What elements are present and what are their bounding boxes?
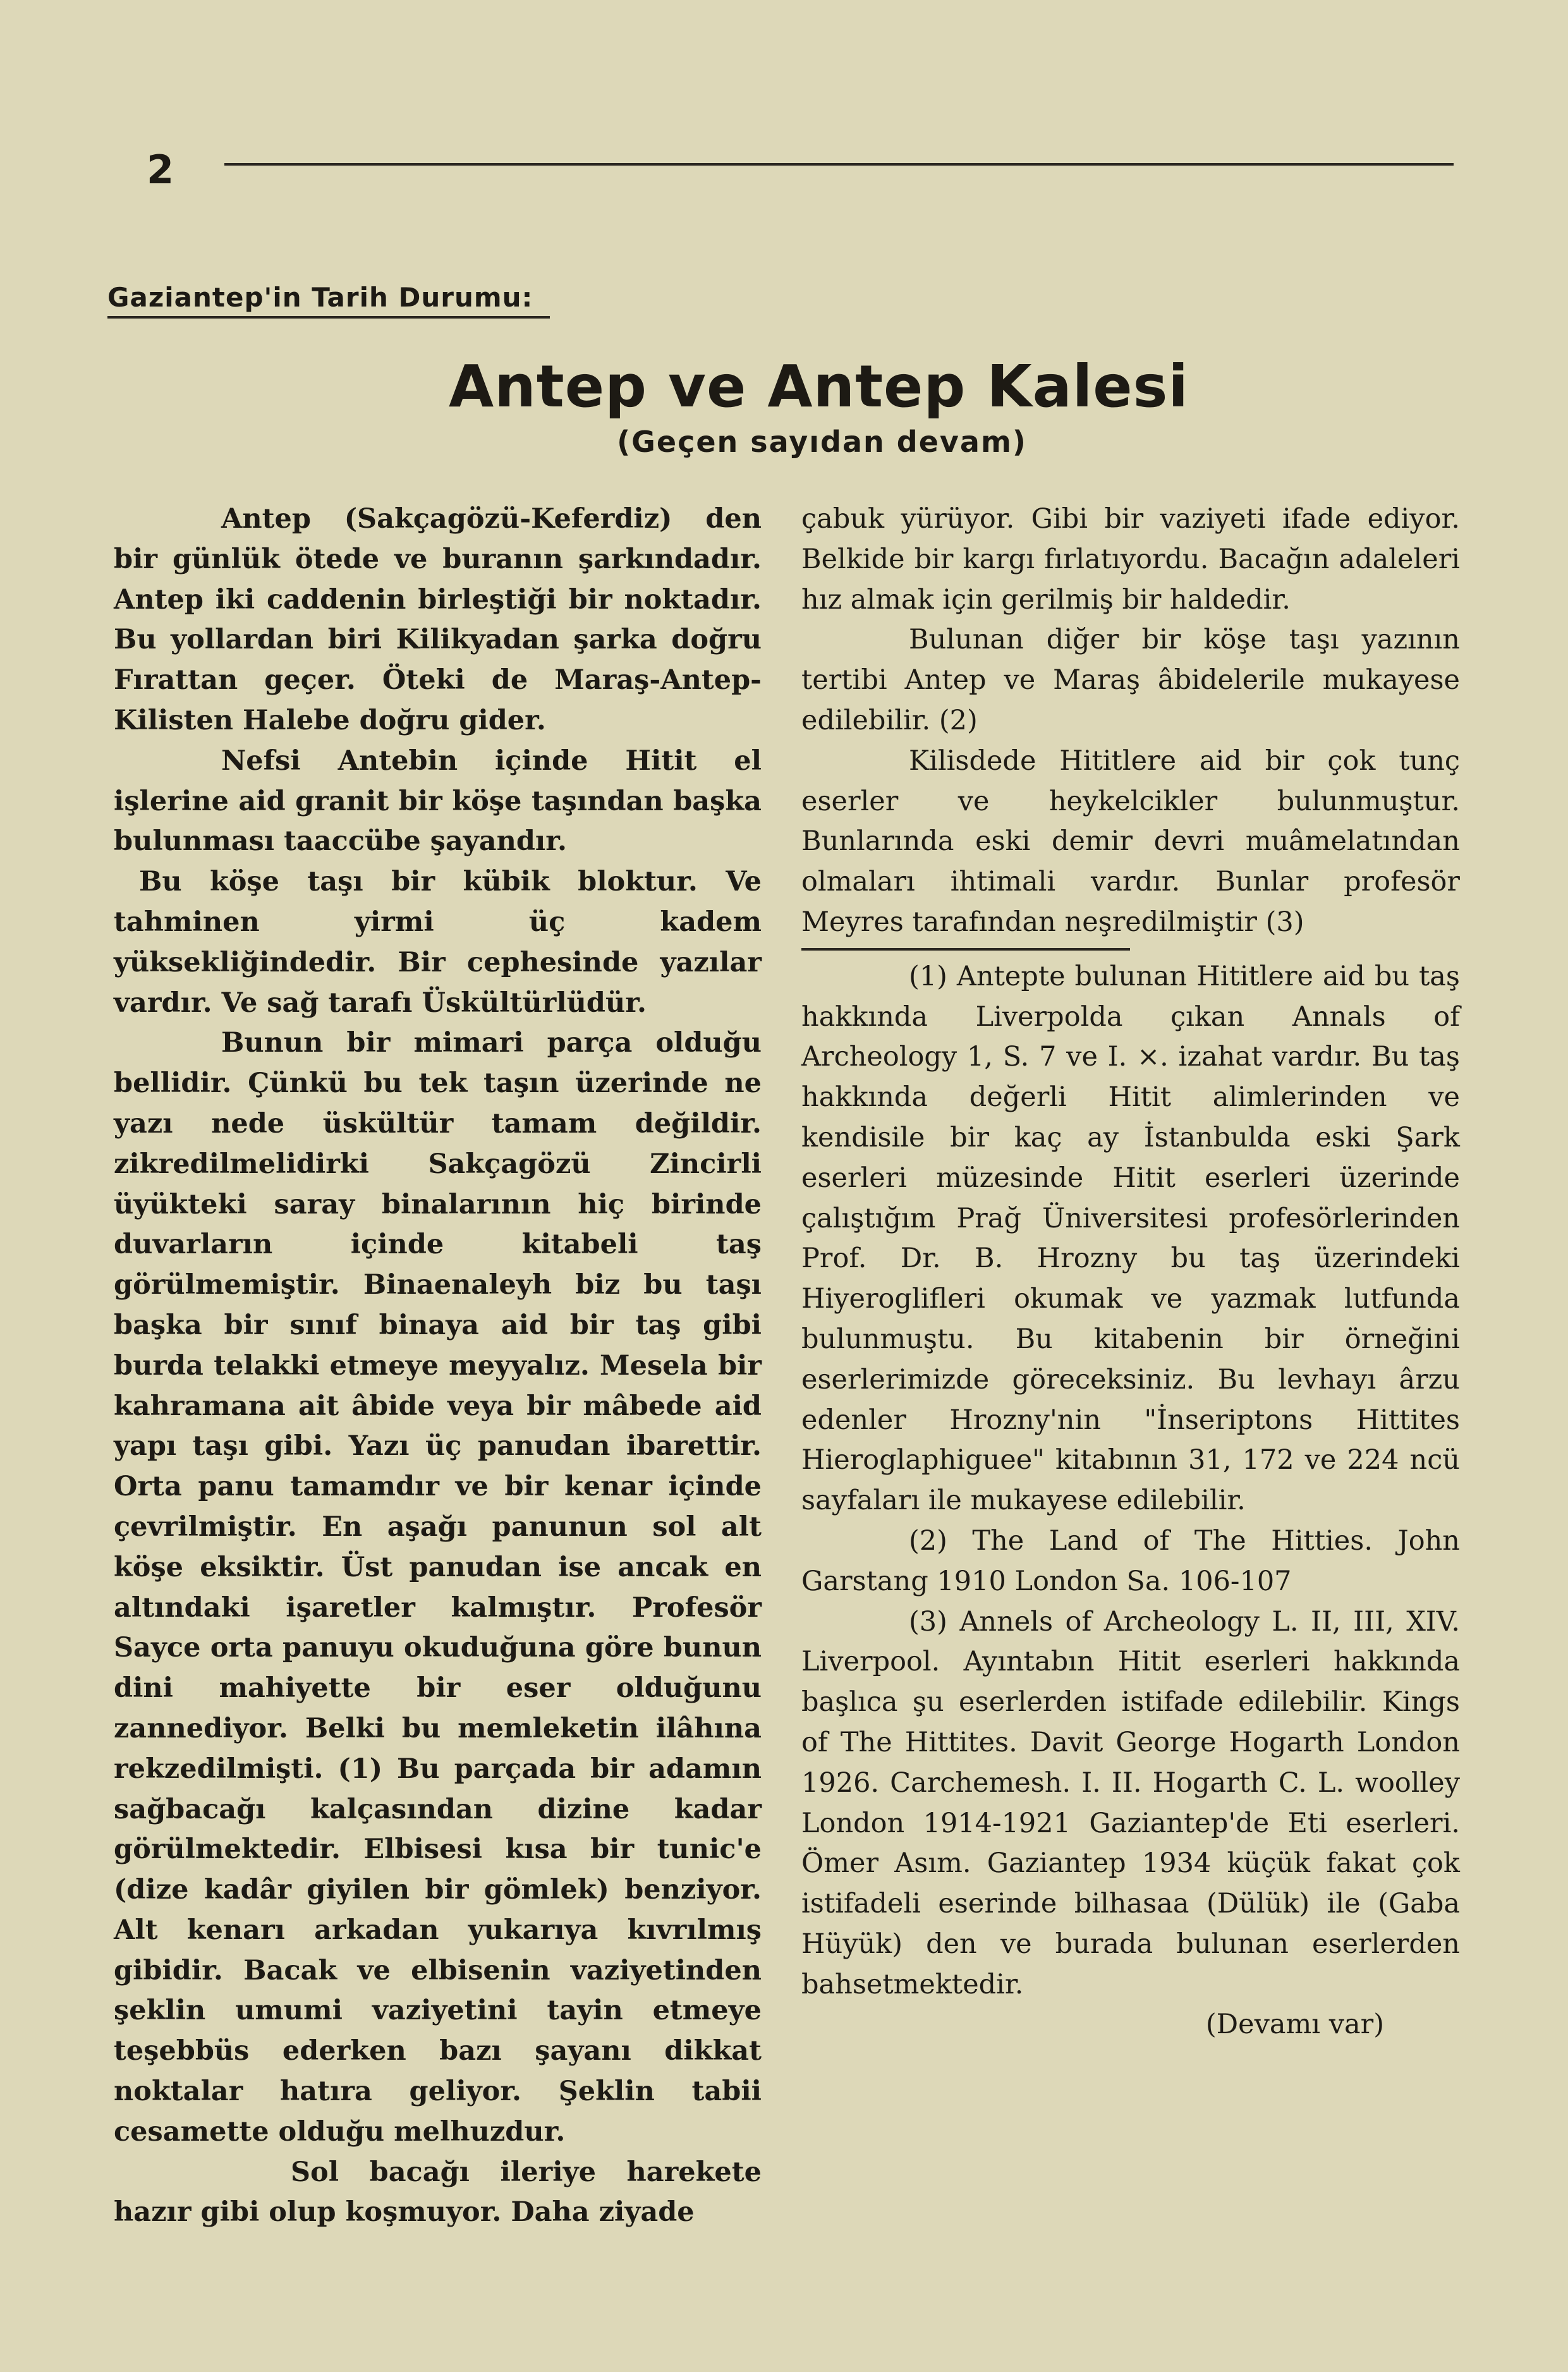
footnote: (3) Annels of Archeology L. II, III, XIV. Liverpool. Ayıntabın Hitit eserleri hakkında başlıca şu eserlerden istifade edilebilir. Kings of The Hittites. Davit George Hogarth London 1926. Carchemesh. I. II. Hogarth C. L. woolley London 1914-1921 Gaziantep'de Eti eserleri. Ömer Asım. Gaziantep 1934 küçük fakat çok istifadeli eserinde bilhasaa (Dülük) ile (Gaba Hüyük) den ve burada bulunan eserlerden bahsetmektedir. — [801, 1605, 1460, 2000]
header-rule — [224, 163, 1454, 166]
article-subtitle: (Geçen sayıdan devam) — [617, 425, 1027, 459]
paragraph: Bunun bir mimari parça olduğu bellidir. Çünkü bu tek taşın üzerinde ne yazı nede üskültür tamam değildir. zikredilmelidirki Sakçagözü Zincirli üyükteki saray binalarının hiç birinde duvarların içinde kitabeli taş görülmemiştir. Binaenaleyh biz bu taşı başka bir sınıf binaya aid bir taş gibi burda telakki etmeye meyyalız. Mesela bir kahramana ait âbide veya bir mâbede aid yapı taşı gibi. Yazı üç panudan ibarettir. Orta panu tamamdır ve bir kenar içinde çevrilmiştir. En aşağı panunun sol alt köşe eksiktir. Üst panudan ise ancak en altındaki işaretler kalmıştır. Profesör Sayce orta panuyu okuduğuna göre bunun dini mahiyette bir eser olduğunu zannediyor. Belki bu memleketin ilâhına rekzedilmişti. (1) Bu parçada bir adamın sağbacağı kalçasından dizine kadar görülmektedir. Elbisesi kısa bir tunic'e (dize kadâr giyilen bir gömlek) benziyor. Alt kenarı arkadan yukarıya kıvrılmış gibidir. Bacak ve elbisenin vaziyetinden şeklin umumi vaziyetini tayin etmeye teşebbüs ederken bazı şayanı dikkat noktalar hatıra geliyor. Şeklin tabii cesamette olduğu melhuzdur. — [114, 1027, 762, 2148]
footnote-rule — [801, 948, 1130, 951]
paragraph: çabuk yürüyor. Gibi bir vaziyeti ifade ediyor. Belkide bir kargı fırlatıyordu. Bacağın adaleleri hız almak için gerilmiş bir haldedir. — [801, 503, 1460, 616]
paragraph: Bu köşe taşı bir kübik bloktur. Ve tahminen yirmi üç kadem yüksekliğindedir. Bir cephesinde yazılar vardır. Ve sağ tarafı Üskültürlüdür. — [114, 866, 762, 1019]
paragraph: Sol bacağı ileriye harekete hazır gibi olup koşmuyor. Daha ziyade — [114, 2156, 762, 2229]
right-column — [801, 499, 1460, 2045]
continued-label: (Devamı var) — [1205, 2009, 1384, 2041]
paragraph: Nefsi Antebin içinde Hitit el işlerine aid granit bir köşe taşından başka bulunması taaccübe şayandır. — [114, 745, 762, 858]
section-label-underline — [107, 316, 550, 319]
left-column — [114, 499, 762, 2233]
footnote: (2) The Land of The Hitties. John Garstang 1910 London Sa. 106-107 — [801, 1524, 1460, 1597]
footnote: (1) Antepte bulunan Hititlere aid bu taş hakkında Liverpolda çıkan Annals of Archeology 1, S. 7 ve I. ×. izahat vardır. Bu taş hakkında değerli Hitit alimlerinden ve kendisile bir kaç ay İstanbulda eski Şark eserleri müzesinde Hitit eserleri üzerinde çalıştığım Prağ Üniversitesi profesörlerinden Prof. Dr. B. Hrozny bu taş üzerindeki Hiyeroglifleri okumak ve yazmak lutfunda bulunmuştu. Bu kitabenin bir örneğini eserlerimizde göreceksiniz. Bu levhayı ârzu edenler Hrozny'nin "İnseriptons Hittites Hieroglaphiguee" kitabının 31, 172 ve 224 ncü sayfaları ile mukayese edilebilir. — [801, 960, 1460, 1517]
article-title: Antep ve Antep Kalesi — [449, 353, 1189, 420]
paragraph: Kilisdede Hititlere aid bir çok tunç eserler ve heykelcikler bulunmuştur. Bunlarında eski demir devri muâmelatından olmaları ihtimali vardır. Bunlar profesör Meyres tarafından neşredilmiştir (3) — [801, 745, 1460, 938]
page-number: 2 — [147, 147, 174, 193]
paragraph: Bulunan diğer bir köşe taşı yazının tertibi Antep ve Maraş âbidelerile mukayese edilebilir. (2) — [801, 624, 1460, 736]
paragraph: Antep (Sakçagözü-Keferdiz) den bir günlük ötede ve buranın şarkındadır. Antep iki caddenin birleştiği bir noktadır. Bu yollardan biri Kilikyadan şarka doğru Fırattan geçer. Öteki de Maraş-Antep-Kilisten Halebe doğru gider. — [114, 503, 762, 736]
section-label: Gaziantep'in Tarih Durumu: — [107, 282, 533, 313]
